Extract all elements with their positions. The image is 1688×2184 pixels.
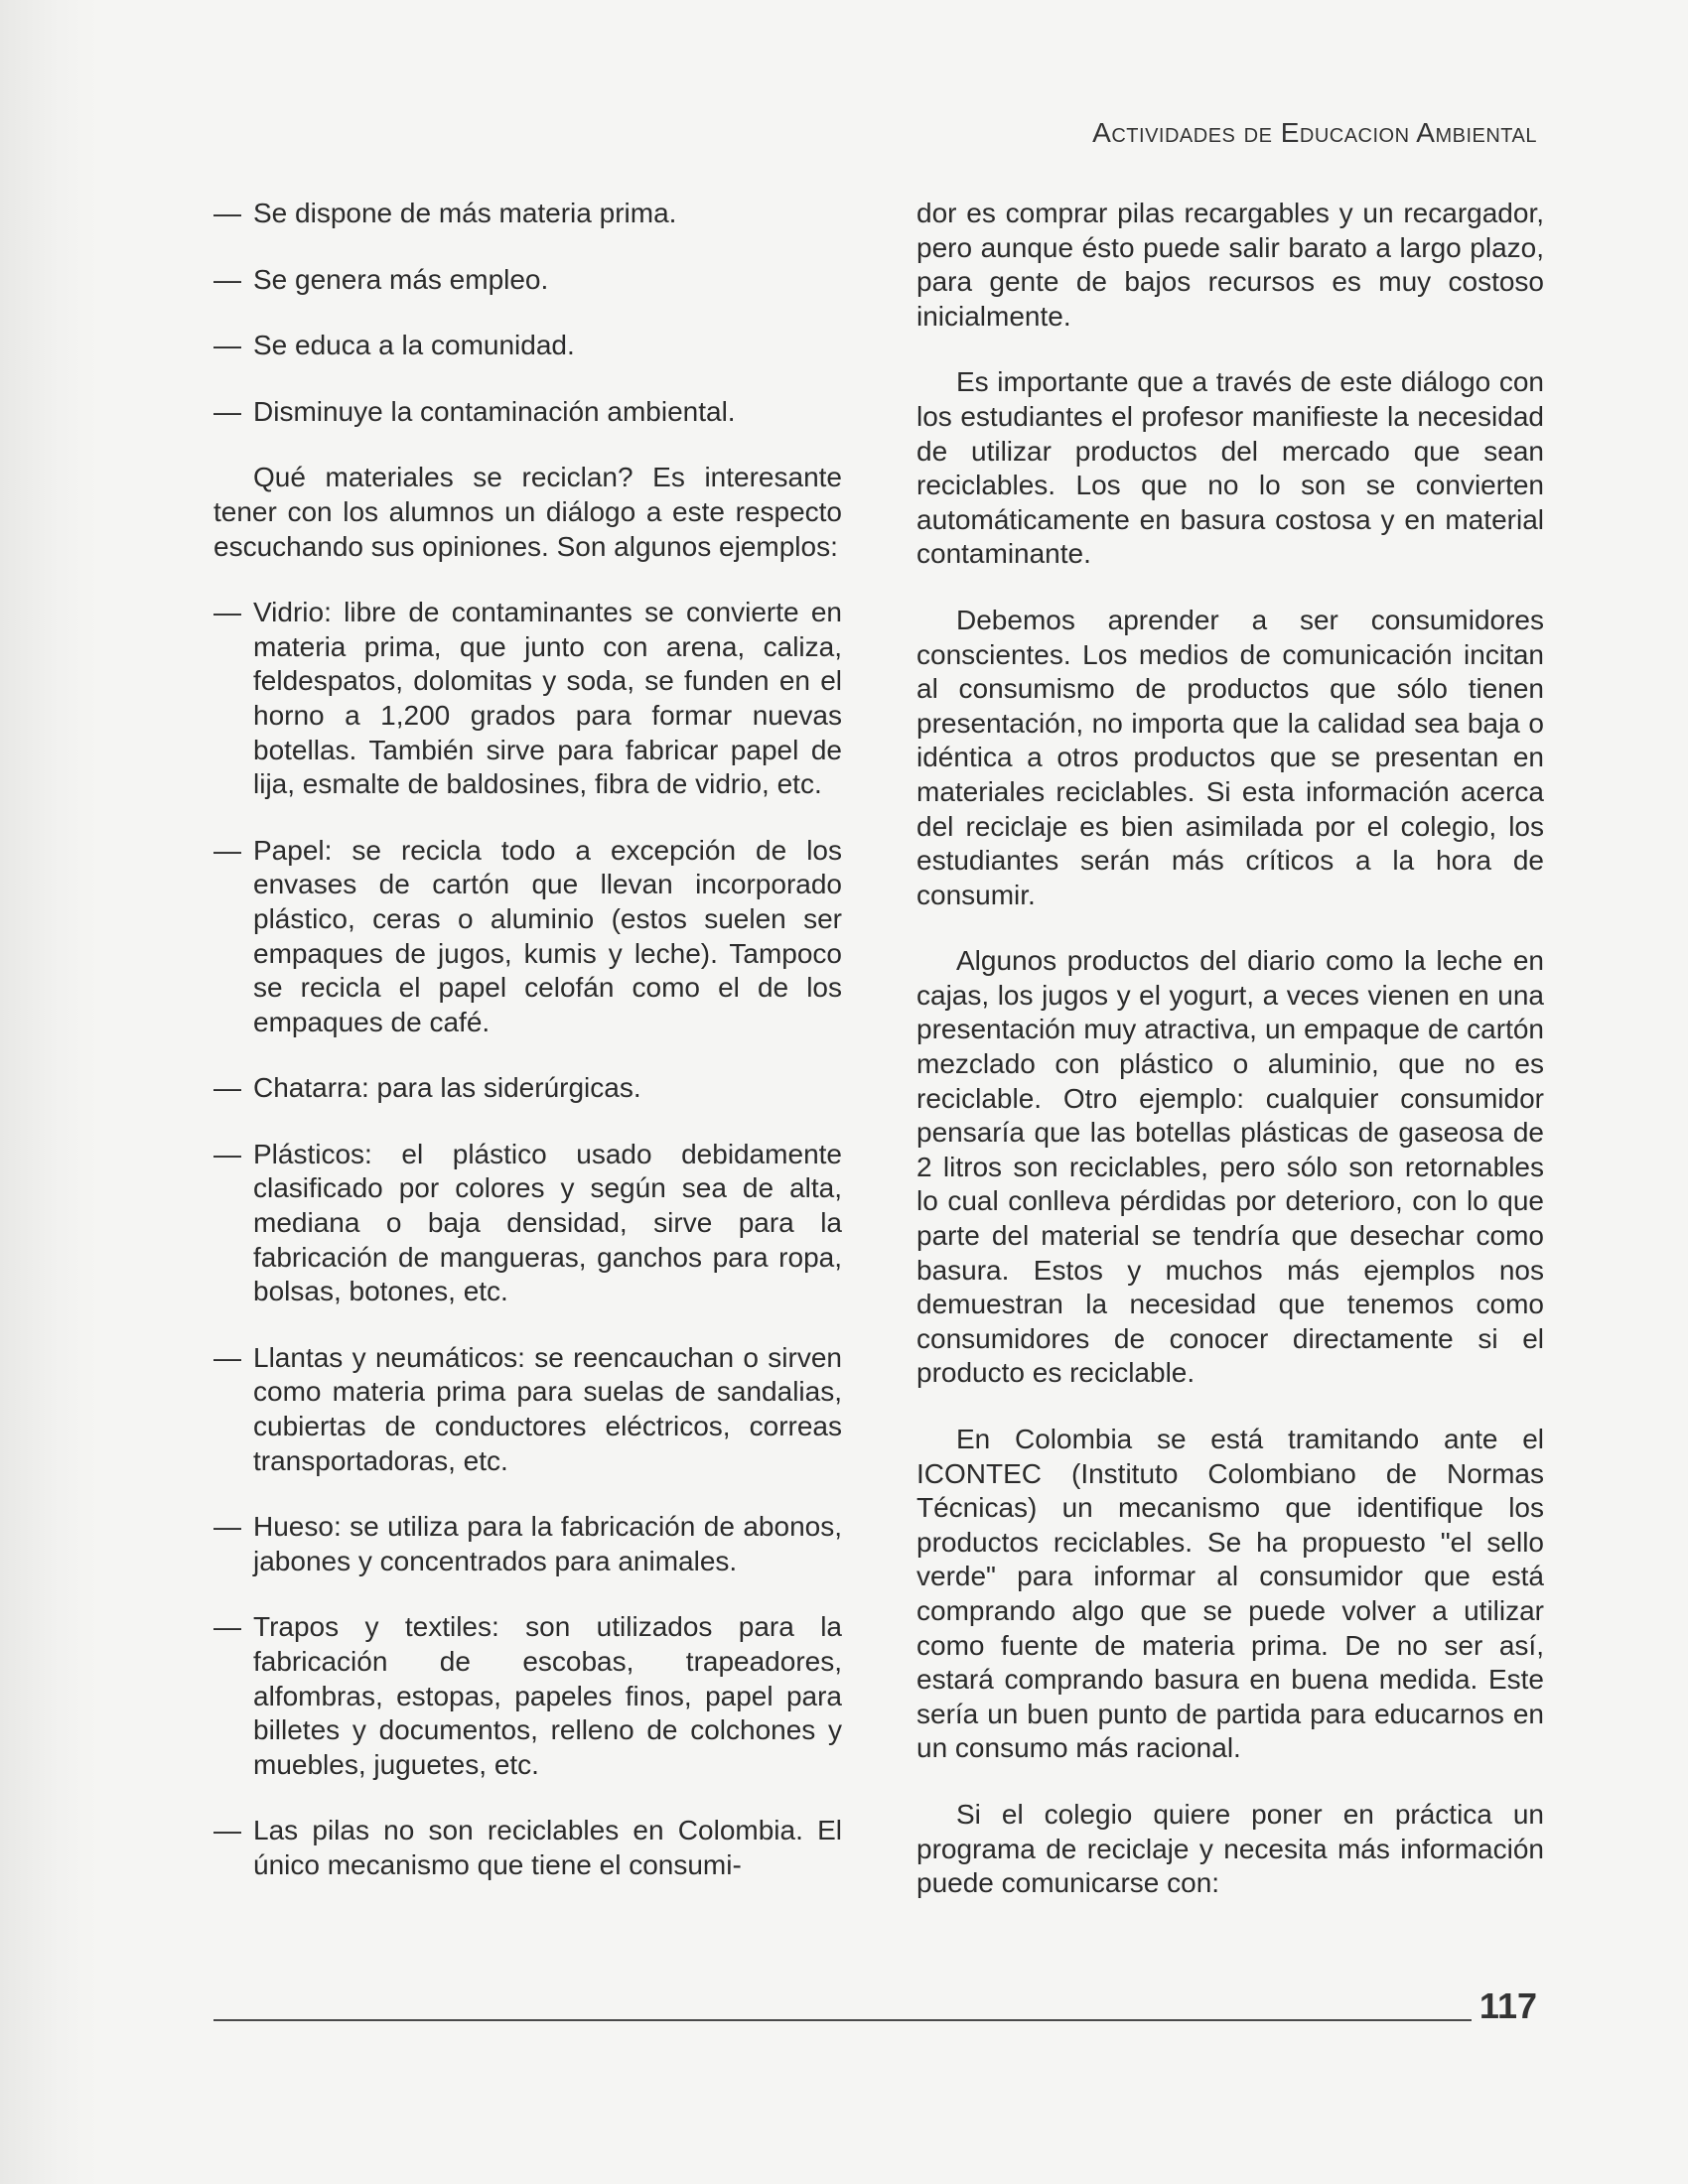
benefit-item (213, 329, 842, 363)
body-paragraph: Si el colegio quiere poner en práctica un programa de reciclaje y necesita más información puede comunicarse con: (916, 1798, 1544, 1899)
material-item (213, 1814, 842, 1882)
material-item (213, 1138, 842, 1309)
body-paragraph: Es importante que a través de este diálogo con los estudiantes el profesor manifieste la necesidad de utilizar productos del mercado que sean reciclables. Los que no lo son se convierten automáticamente en basura costosa y en material contaminante. (916, 366, 1544, 570)
benefit-item (213, 395, 842, 430)
dash-bullet: — (213, 330, 241, 361)
page-number: 117 (1472, 1985, 1537, 2027)
material-text: Vidrio: libre de contaminantes se convierte en materia prima, que junto con arena, caliza, feldespatos, dolomitas y soda, se funden en el horno a 1,200 grados para formar nuevas botellas. También sirve para fabricar papel de lija, esmalte de baldosines, fibra de vidrio, etc. (253, 597, 842, 800)
intro-paragraph: Qué materiales se reciclan? Es interesante tener con los alumnos un diálogo a este respecto escuchando sus opiniones. Son algunos ejemplos: (213, 462, 842, 562)
dash-bullet: — (213, 395, 241, 427)
scan-edge-shadow (0, 0, 99, 2184)
left-column (213, 197, 842, 1915)
dash-bullet: — (213, 1611, 241, 1643)
right-column (916, 197, 1544, 1933)
material-item (213, 834, 842, 1040)
body-paragraph: dor es comprar pilas recargables y un recargador, pero aunque ésto puede salir barato a largo plazo, para gente de bajos recursos es muy costoso inicialmente. (916, 198, 1544, 332)
benefit-item (213, 263, 842, 298)
material-text: Hueso: se utiliza para la fabricación de abonos, jabones y concentrados para animales. (253, 1511, 842, 1576)
dash-bullet: — (213, 1341, 241, 1373)
body-paragraph: Algunos productos del diario como la leche en cajas, los jugos y el yogurt, a veces vienen en una presentación muy atractiva, un empaque de cartón mezclado con plástico o aluminio, que no es reciclable. Otro ejemplo: cualquier consumidor pensaría que las botellas plásticas de gaseosa de 2 litros son reciclables, pero sólo son retornables lo cual conlleva pérdidas por deterioro, con lo que parte del material se tendría que desechar como basura. Estos y muchos más ejemplos nos demuestran la necesidad que tenemos como consumidores de conocer directamente si el producto es reciclable. (916, 945, 1544, 1389)
material-text: Las pilas no son reciclables en Colombia. El único mecanismo que tiene el consumi- (253, 1815, 842, 1880)
material-item (213, 596, 842, 802)
body-paragraph: Debemos aprender a ser consumidores conscientes. Los medios de comunicación incitan al consumismo de productos que sólo tienen presentación, no importa que la calidad sea baja o idéntica a otros productos que se presentan en materiales reciclables. Si esta información acerca del reciclaje es bien asimilada por el colegio, los estudiantes serán más críticos a la hora de consumir. (916, 604, 1544, 910)
material-text: Chatarra: para las siderúrgicas. (253, 1072, 641, 1104)
material-text: Llantas y neumáticos: se reencauchan o sirven como materia prima para suelas de sandalias, cubiertas de conductores eléctricos, correas transportadoras, etc. (253, 1341, 842, 1476)
dash-bullet: — (213, 198, 241, 228)
dash-bullet: — (213, 263, 241, 295)
dash-bullet: — (213, 1511, 241, 1543)
benefit-text: Se dispone de más materia prima. (253, 198, 677, 228)
material-item (213, 1071, 842, 1106)
footer-rule (213, 2019, 1477, 2021)
benefit-text: Se genera más empleo. (253, 263, 549, 295)
material-item (213, 1510, 842, 1578)
material-item (213, 1610, 842, 1782)
material-item (213, 1341, 842, 1478)
dash-bullet: — (213, 834, 241, 866)
body-paragraph: En Colombia se está tramitando ante el ICONTEC (Instituto Colombiano de Normas Técnicas) un mecanismo que identifique los productos reciclables. Se ha propuesto "el sello verde" para informar al consumidor que está comprando algo que se puede volver a utilizar como fuente de materia prima. De no ser así, estará comprando basura en buena medida. Este sería un buen punto de partida para educarnos en un consumo más racional. (916, 1424, 1544, 1764)
dash-bullet: — (213, 1072, 241, 1104)
dash-bullet: — (213, 1138, 241, 1169)
benefit-text: Disminuye la contaminación ambiental. (253, 395, 736, 427)
dash-bullet: — (213, 597, 241, 628)
material-text: Papel: se recicla todo a excepción de los envases de cartón que llevan incorporado plástico, ceras o aluminio (estos suelen ser empaques de jugos, kumis y leche). Tampoco se recicla el papel celofán como el de los empaques de café. (253, 834, 842, 1037)
benefit-text: Se educa a la comunidad. (253, 330, 575, 361)
benefit-item (213, 197, 842, 231)
dash-bullet: — (213, 1815, 241, 1846)
material-text: Trapos y textiles: son utilizados para la fabricación de escobas, trapeadores, alfombras, estopas, papeles finos, papel para billetes y documentos, relleno de colchones y muebles, juguetes, etc. (253, 1611, 842, 1780)
running-header: Actividades de Educacion Ambiental (1092, 117, 1537, 148)
material-text: Plásticos: el plástico usado debidamente clasificado por colores y según sea de alta, mediana o baja densidad, sirve para la fabricación de mangueras, ganchos para ropa, bolsas, botones, etc. (253, 1138, 842, 1307)
